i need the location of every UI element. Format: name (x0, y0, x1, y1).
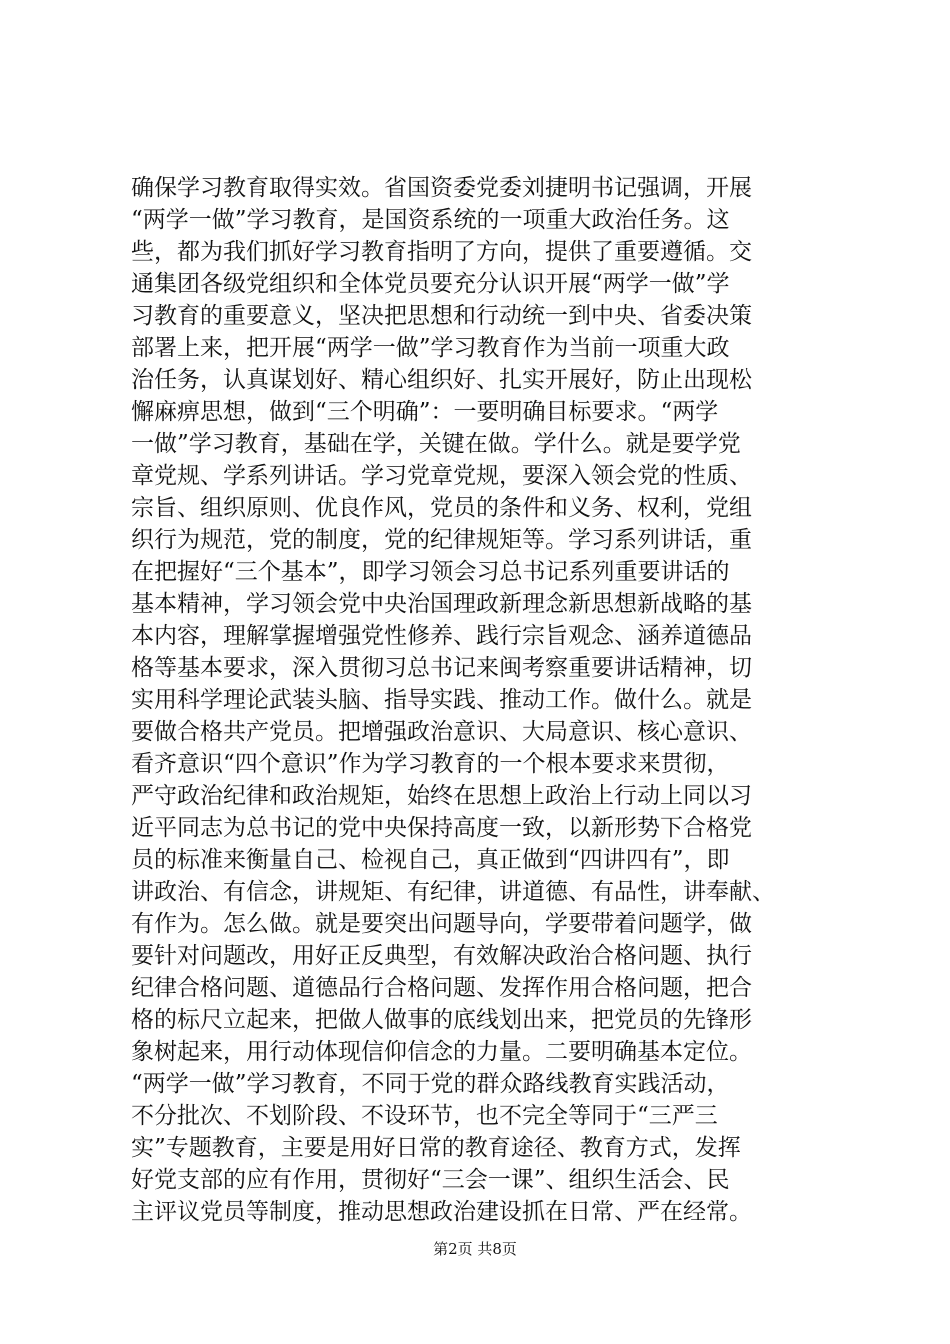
text-line: “两学一做”学习教育，是国资系统的一项重大政治任务。这 (131, 207, 730, 233)
text-line: “两学一做”学习教育，不同于党的群众路线教育实践活动， (131, 1071, 730, 1097)
text-line: 有作为。怎么做。就是要突出问题导向，学要带着问题学，做 (131, 911, 752, 937)
text-line: 宗旨、组织原则、优良作风，党员的条件和义务、权利，党组 (131, 495, 752, 521)
text-line: 治任务，认真谋划好、精心组织好、扎实开展好，防止出现松 (131, 367, 752, 393)
text-line: 实”专题教育，主要是用好日常的教育途径、教育方式，发挥 (131, 1135, 741, 1161)
text-line: 不分批次、不划阶段、不设环节，也不完全等同于“三严三 (131, 1103, 718, 1129)
text-line: 好党支部的应有作用，贯彻好“三会一课”、组织生活会、民 (131, 1167, 730, 1193)
text-line: 懈麻痹思想，做到“三个明确”：一要明确目标要求。“两学 (131, 399, 719, 425)
text-line: 一做”学习教育，基础在学，关键在做。学什么。就是要学党 (131, 431, 741, 457)
text-line: 章党规、学系列讲话。学习党章党规，要深入领会党的性质、 (131, 463, 752, 489)
text-line: 看齐意识“四个意识”作为学习教育的一个根本要求来贯彻， (131, 751, 730, 777)
text-line: 实用科学理论武装头脑、指导实践、推动工作。做什么。就是 (131, 687, 752, 713)
text-line: 格等基本要求，深入贯彻习总书记来闽考察重要讲话精神，切 (131, 655, 752, 681)
text-line: 习教育的重要意义，坚决把思想和行动统一到中央、省委决策 (131, 303, 752, 329)
text-line: 通集团各级党组织和全体党员要充分认识开展“两学一做”学 (131, 271, 730, 297)
text-line: 要针对问题改，用好正反典型，有效解决政治合格问题、执行 (131, 943, 752, 969)
text-line: 在把握好“三个基本”，即学习领会习总书记系列重要讲话的 (131, 559, 730, 585)
text-line: 象树起来，用行动体现信仰信念的力量。二要明确基本定位。 (131, 1039, 752, 1065)
text-line: 确保学习教育取得实效。省国资委党委刘捷明书记强调，开展 (131, 175, 752, 201)
text-line: 严守政治纪律和政治规矩，始终在思想上政治上行动上同以习 (131, 783, 752, 809)
text-line: 纪律合格问题、道德品行合格问题、发挥作用合格问题，把合 (131, 975, 752, 1001)
text-line: 基本精神，学习领会党中央治国理政新理念新思想新战略的基 (131, 591, 752, 617)
text-line: 主评议党员等制度，推动思想政治建设抓在日常、严在经常。 (131, 1199, 752, 1225)
page-footer: 第2页 共8页 (433, 1240, 517, 1258)
text-line: 织行为规范，党的制度，党的纪律规矩等。学习系列讲话，重 (131, 527, 752, 553)
text-line: 格的标尺立起来，把做人做事的底线划出来，把党员的先锋形 (131, 1007, 752, 1033)
text-line: 讲政治、有信念，讲规矩、有纪律，讲道德、有品性，讲奉献、 (131, 879, 775, 905)
text-line: 些，都为我们抓好学习教育指明了方向，提供了重要遵循。交 (131, 239, 752, 265)
text-line: 员的标准来衡量自己、检视自己，真正做到“四讲四有”，即 (131, 847, 730, 873)
text-line: 近平同志为总书记的党中央保持高度一致，以新形势下合格党 (131, 815, 752, 841)
body-text (131, 172, 831, 1228)
text-line: 要做合格共产党员。把增强政治意识、大局意识、核心意识、 (131, 719, 752, 745)
text-line: 本内容，理解掌握增强党性修养、践行宗旨观念、涵养道德品 (131, 623, 752, 649)
text-line: 部署上来，把开展“两学一做”学习教育作为当前一项重大政 (131, 335, 730, 361)
